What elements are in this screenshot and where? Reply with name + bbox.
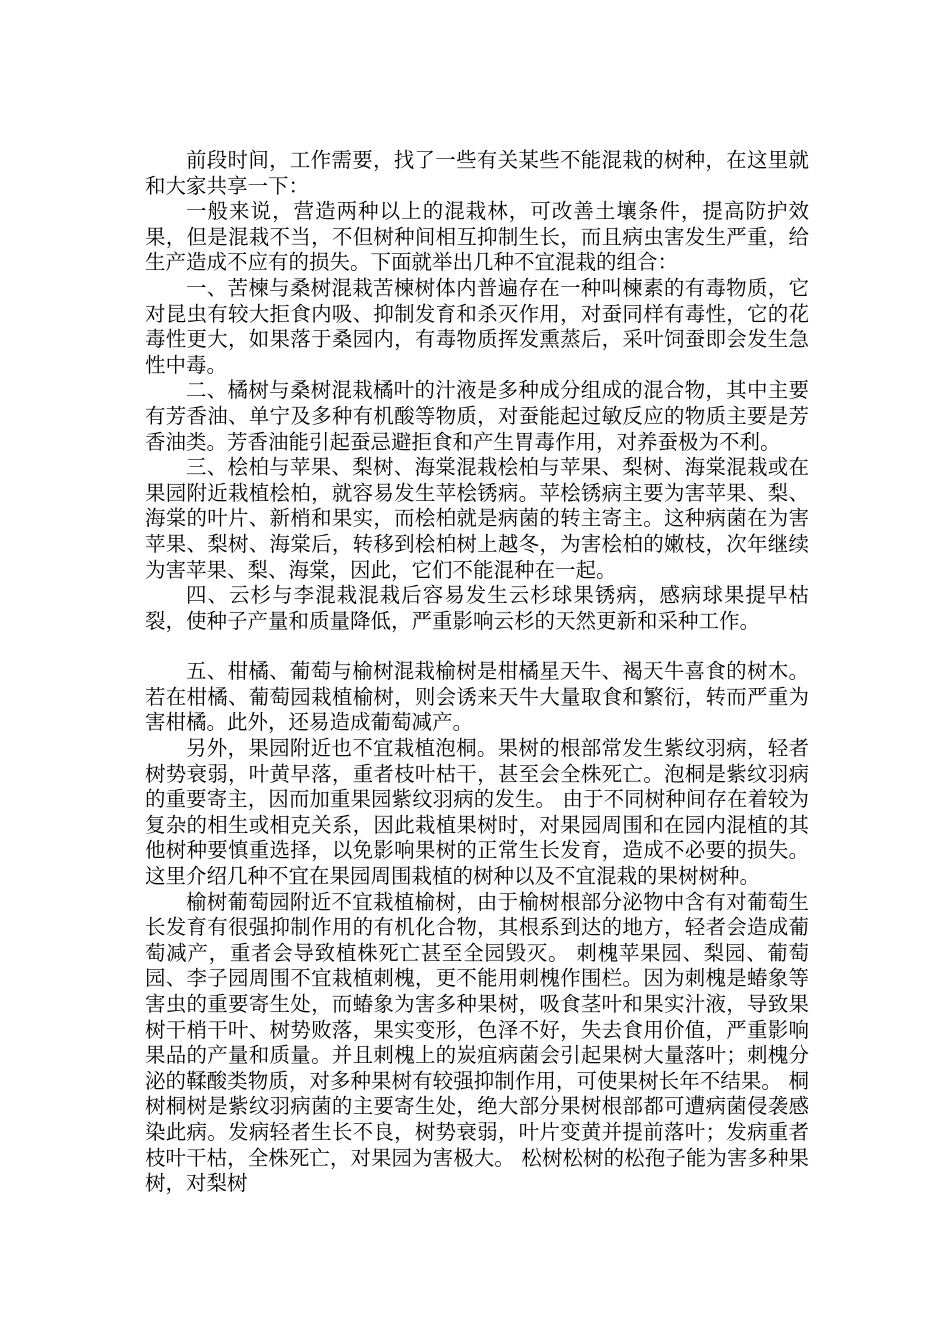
paragraph-overview: 一般来说，营造两种以上的混栽林，可改善土壤条件，提高防护效果，但是混栽不当，不但树种间相互抑制生长，而且病虫害发生严重，给生产造成不应有的损失。下面就举出几种不宜混栽的组合：	[145, 199, 809, 275]
paragraph-section-3: 三、桧柏与苹果、梨树、海棠混栽桧柏与苹果、梨树、海棠混栽或在果园附近栽植桧柏，就容易发生苹桧锈病。苹桧锈病主要为害苹果、梨、海棠的叶片、新梢和果实，而桧柏就是病菌的转主寄主。这种病菌在为害苹果、梨树、海棠后，转移到桧柏树上越冬，为害桧柏的嫩枝，次年继续为害苹果、梨、海棠，因此，它们不能混种在一起。	[145, 455, 809, 582]
paragraph-orchard-trees: 榆树葡萄园附近不宜栽植榆树，由于榆树根部分泌物中含有对葡萄生长发育有很强抑制作用的有机化合物，其根系到达的地方，轻者会造成葡萄减产，重者会导致植株死亡甚至全园毁灭。 刺槐苹果园、梨园、葡萄园、李子园周围不宜栽植刺槐，更不能用刺槐作围栏。因为刺槐是蝽象等害虫的重要寄生处，而蝽象为害多种果树，吸食茎叶和果实汁液，导致果树干梢干叶、树势败落，果实变形，色泽不好，失去食用价值，严重影响果品的产量和质量。并且刺槐上的炭疽病菌会引起果树大量落叶；刺槐分泌的鞣酸类物质，对多种果树有较强抑制作用，可使果树长年不结果。 桐树桐树是紫纹羽病菌的主要寄生处，绝大部分果树根部都可遭病菌侵袭感染此病。发病轻者生长不良，树势衰弱，叶片变黄并提前落叶；发病重者枝叶干枯，全株死亡，对果园为害极大。 松树松树的松孢子能为害多种果树，对梨树	[145, 889, 809, 1196]
paragraph-spacer	[145, 634, 809, 659]
paragraph-section-2: 二、橘树与桑树混栽橘叶的汁液是多种成分组成的混合物，其中主要有芳香油、单宁及多种有机酸等物质，对蚕能起过敏反应的物质主要是芳香油类。芳香油能引起蚕忌避拒食和产生胃毒作用，对养蚕极为不利。	[145, 378, 809, 454]
document-body	[145, 148, 809, 1197]
paragraph-section-5: 五、柑橘、葡萄与榆树混栽榆树是柑橘星天牛、褐天牛喜食的树木。若在柑橘、葡萄园栽植榆树，则会诱来天牛大量取食和繁衍，转而严重为害柑橘。此外，还易造成葡萄减产。	[145, 659, 809, 735]
paragraph-intro: 前段时间，工作需要，找了一些有关某些不能混栽的树种，在这里就和大家共享一下：	[145, 148, 809, 198]
paragraph-section-4: 四、云杉与李混栽混栽后容易发生云杉球果锈病，感病球果提早枯裂，使种子产量和质量降低，严重影响云杉的天然更新和采种工作。	[145, 583, 809, 633]
paragraph-section-1: 一、苦楝与桑树混栽苦楝树体内普遍存在一种叫楝素的有毒物质，它对昆虫有较大拒食内吸、抑制发育和杀灭作用，对蚕同样有毒性，它的花毒性更大，如果落于桑园内，有毒物质挥发熏蒸后，采叶饲蚕即会发生急性中毒。	[145, 275, 809, 377]
paragraph-additional: 另外，果园附近也不宜栽植泡桐。果树的根部常发生紫纹羽病，轻者树势衰弱，叶黄早落，重者枝叶枯干，甚至会全株死亡。泡桐是紫纹羽病的重要寄主，因而加重果园紫纹羽病的发生。 由于不同树种间存在着较为复杂的相生或相克关系，因此栽植果树时，对果园周围和在园内混植的其他树种要慎重选择，以免影响果树的正常生长发育，造成不必要的损失。这里介绍几种不宜在果园周围栽植的树种以及不宜混栽的果树树种。	[145, 736, 809, 889]
